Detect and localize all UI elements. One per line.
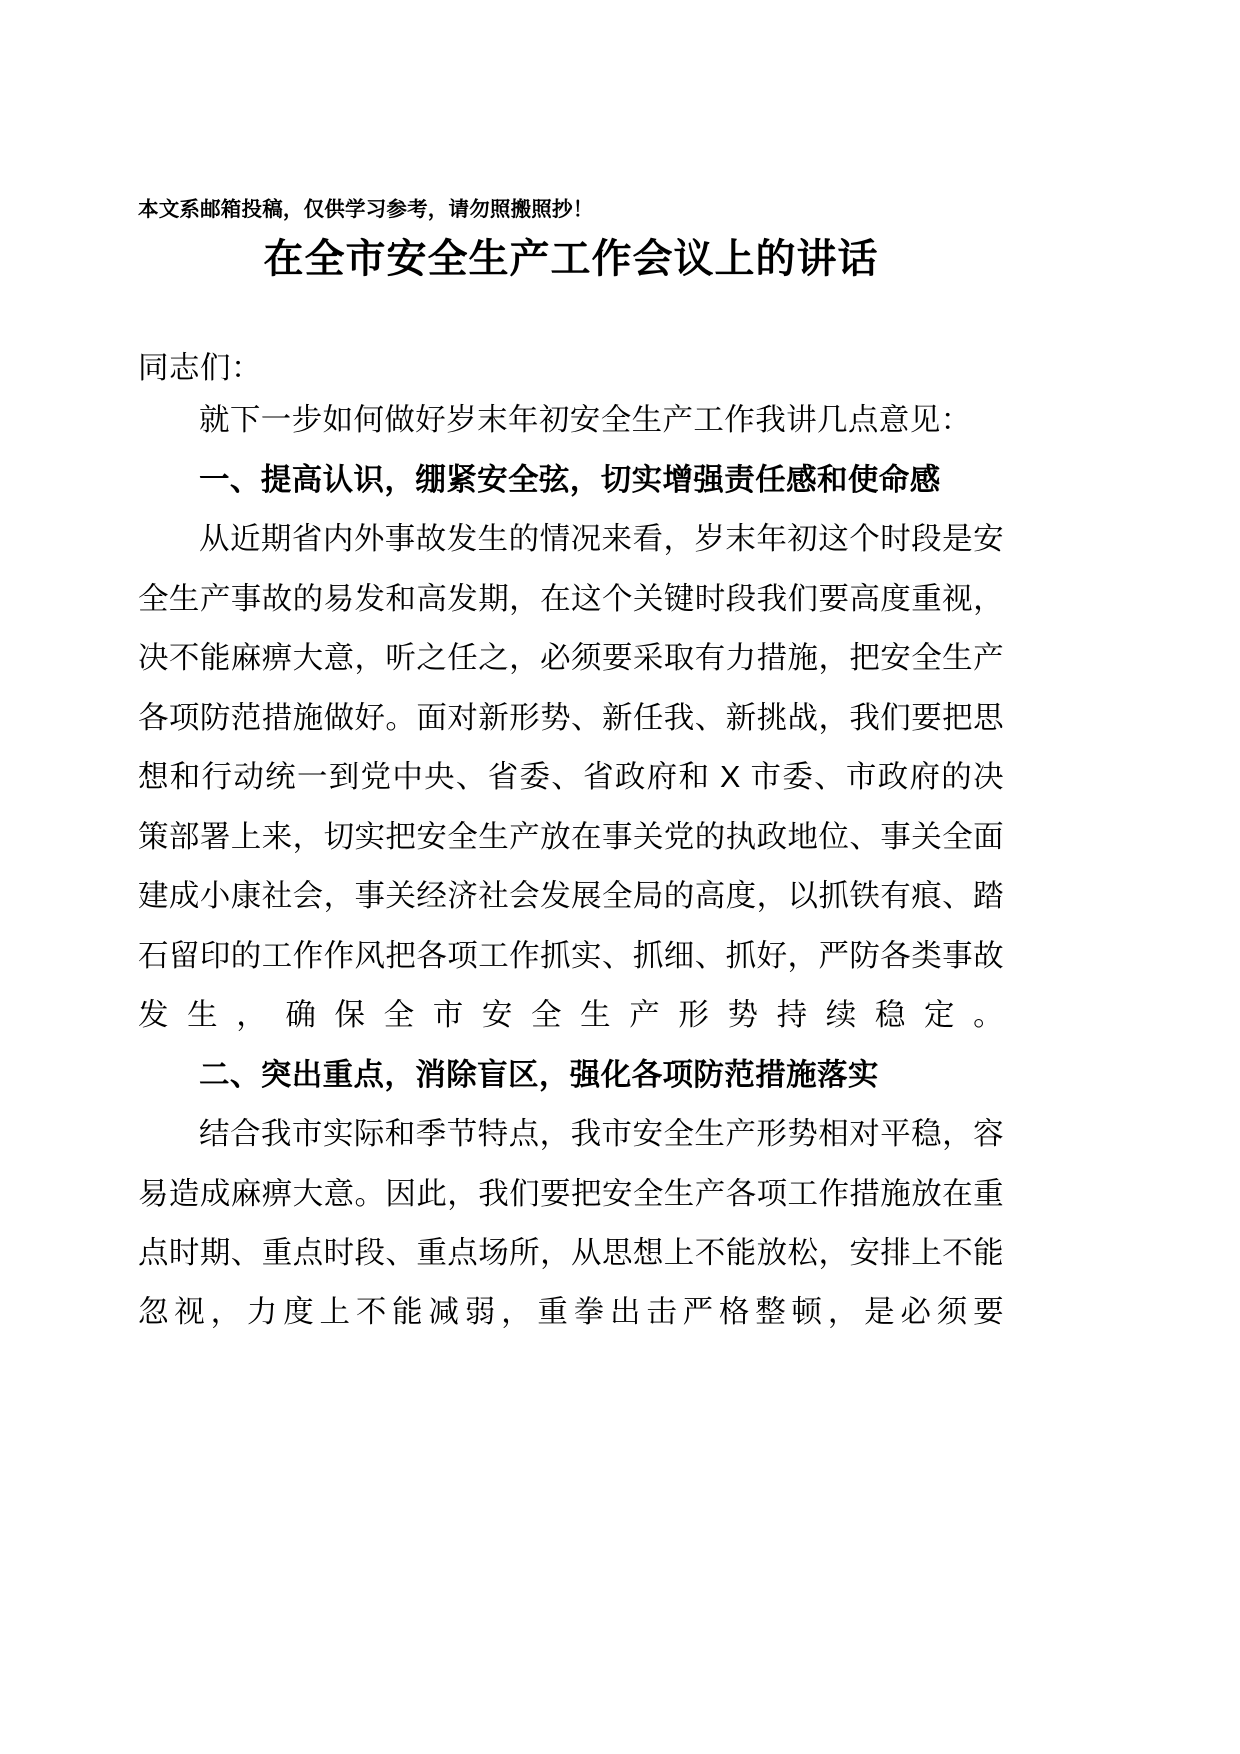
- section-heading-one: 一、提高认识，绷紧安全弦，切实增强责任感和使命感: [199, 462, 941, 497]
- salutation: 同志们：: [138, 350, 262, 385]
- paragraph-body-one: 从近期省内外事故发生的情况来看，岁末年初这个时段是安全生产事故的易发和高发期，在这个关键时段我们要高度重视，决不能麻痹大意，听之任之，必须要采取有力措施，把安全生产各项防范措施做好。面对新形势、新任我、新挑战，我们要把思想和行动统一到党中央、省委、省政府和 X 市委、市政府的决策部署上来，切实把安全生产放在事关党的执政地位、事关全面建成小康社会，事关经济社会发展全局的高度，以抓铁有痕、踏石留印的工作作风把各项工作抓实、抓细、抓好，严防各类事故发生，确保全市安全生产形势持续稳定。: [138, 522, 1004, 1033]
- section-heading-two: 二、突出重点，消除盲区，强化各项防范措施落实: [199, 1057, 879, 1092]
- paragraph-body-two: 结合我市实际和季节特点，我市安全生产形势相对平稳，容易造成麻痹大意。因此，我们要把安全生产各项工作措施放在重点时期、重点时段、重点场所，从思想上不能放松，安排上不能忽视，力度上不能减弱，重拳出击严格整顿，是必须要: [138, 1117, 1004, 1330]
- page-title: 在全市安全生产工作会议上的讲话: [263, 236, 879, 281]
- document-content: [138, 196, 1004, 1343]
- paragraph-intro: 就下一步如何做好岁末年初安全生产工作我讲几点意见：: [199, 403, 972, 438]
- submission-notice: 本文系邮箱投稿，仅供学习参考，请勿照搬照抄！: [138, 198, 594, 221]
